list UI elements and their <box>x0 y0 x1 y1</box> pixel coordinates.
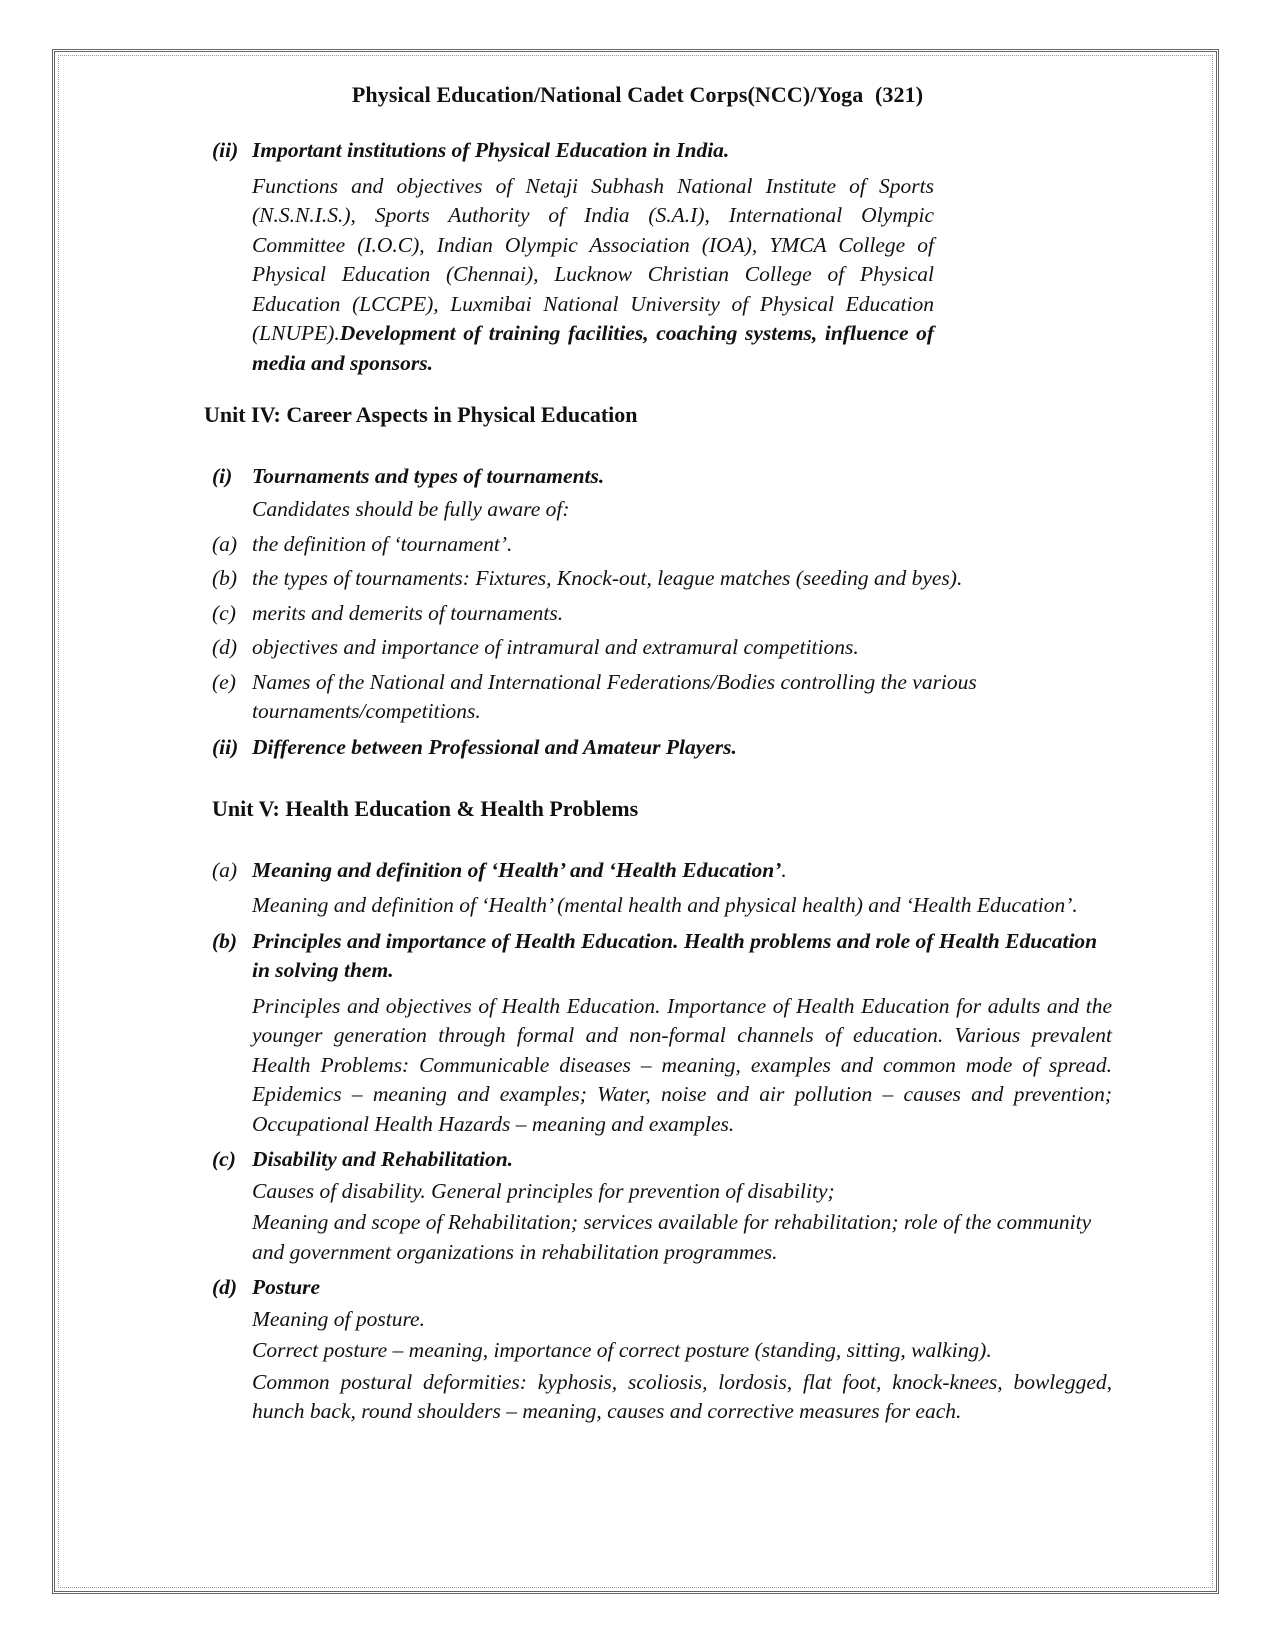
point-marker: (a) <box>212 531 238 556</box>
item-marker: (a) <box>212 857 238 882</box>
item-marker: (c) <box>212 1147 236 1171</box>
professional-amateur-item <box>212 733 1112 763</box>
institutions-heading: Important institutions of Physical Education in India. <box>252 138 730 162</box>
point-text: merits and demerits of tournaments. <box>252 600 564 625</box>
health-definition-text: Meaning and definition of ‘Health’ (mental health and physical health) and ‘Health Education’. <box>252 893 1078 917</box>
tournament-point <box>212 564 1112 594</box>
item-marker: (i) <box>212 463 233 488</box>
posture-meaning-text: Meaning of posture. <box>252 1306 425 1331</box>
disability-item <box>212 1145 1112 1267</box>
institutions-text-bold: Development of training facilities, coaching systems, influence of media and sponsors. <box>252 321 934 375</box>
institutions-item <box>212 136 1112 378</box>
point-text: objectives and importance of intramural and extramural competitions. <box>252 635 859 659</box>
tournament-point <box>212 668 1112 727</box>
item-marker: (ii) <box>212 734 239 759</box>
unit-v-heading: Unit V: Health Education & Health Problems <box>212 796 639 821</box>
point-marker: (d) <box>212 635 238 659</box>
point-marker: (e) <box>212 669 236 694</box>
health-definition-heading: Meaning and definition of ‘Health’ and ‘Health Education’ <box>252 857 782 882</box>
professional-amateur-heading: Difference between Professional and Amateur Players. <box>252 734 737 759</box>
posture-heading: Posture <box>252 1275 321 1299</box>
unit-iv-heading: Unit IV: Career Aspects in Physical Education <box>204 402 638 427</box>
health-principles-item <box>212 927 1112 1140</box>
item-marker: (ii) <box>212 138 239 162</box>
institutions-paragraph <box>252 172 934 379</box>
posture-item <box>212 1273 1112 1427</box>
point-text: the definition of ‘tournament’. <box>252 531 513 556</box>
page-title-text: Physical Education/National Cadet Corps(NCC)/Yoga <box>351 82 864 107</box>
health-principles-heading: Principles and importance of Health Education. Health problems and role of Health Education in solving them. <box>252 928 1098 982</box>
point-marker: (c) <box>212 600 236 625</box>
tournaments-item <box>212 462 1112 525</box>
subject-code: (321) <box>875 82 924 107</box>
point-marker: (b) <box>212 566 238 590</box>
tournament-point <box>212 599 1112 629</box>
point-text: the types of tournaments: Fixtures, Knock-out, league matches (seeding and byes). <box>252 566 963 590</box>
tournaments-heading: Tournaments and types of tournaments. <box>252 463 605 488</box>
item-marker: (d) <box>212 1275 238 1299</box>
rehabilitation-text: Meaning and scope of Rehabilitation; services available for rehabilitation; role of the community and government organizations in rehabilitation programmes. <box>252 1210 1092 1264</box>
page-title <box>0 82 1275 108</box>
item-marker: (b) <box>212 928 238 953</box>
institutions-text: Functions and objectives of Netaji Subhash National Institute of Sports (N.S.N.I.S.), Sports Authority of India (S.A.I), International Olympic Committee (I.O.C), Indian Olympic Association (IOA), YMCA College of Physical Education (Chennai), Lucknow Christian College of Physical Education (LCCPE), Luxmibai National University of Physical Education (LNUPE). <box>252 173 934 345</box>
health-principles-text: Principles and objectives of Health Education. Importance of Health Education for adults and the younger generation through formal and non-formal channels of education. Various prevalent Health Problems: Communicable diseases – meaning, examples and common mode of spread. Epidemics – meaning and examples; Water, noise and air pollution – causes and prevention; Occupational Health Hazards – meaning and examples. <box>252 993 1112 1136</box>
disability-text: Causes of disability. General principles for prevention of disability; <box>252 1178 835 1203</box>
document-body <box>204 136 1112 1427</box>
health-definition-item <box>212 856 1112 921</box>
tournament-point <box>212 633 1112 663</box>
deformities-text: Common postural deformities: kyphosis, scoliosis, lordosis, flat foot, knock-knees, bowlegged, hunch back, round shoulders – meaning, causes and corrective measures for each. <box>252 1369 1112 1423</box>
correct-posture-text: Correct posture – meaning, importance of correct posture (standing, sitting, walking). <box>252 1338 992 1362</box>
point-text: Names of the National and International Federations/Bodies controlling the various tournaments/competitions. <box>252 669 977 723</box>
heading-period: . <box>781 857 787 882</box>
tournaments-intro: Candidates should be fully aware of: <box>252 497 570 521</box>
tournament-point <box>212 530 1112 560</box>
disability-heading: Disability and Rehabilitation. <box>252 1147 514 1171</box>
